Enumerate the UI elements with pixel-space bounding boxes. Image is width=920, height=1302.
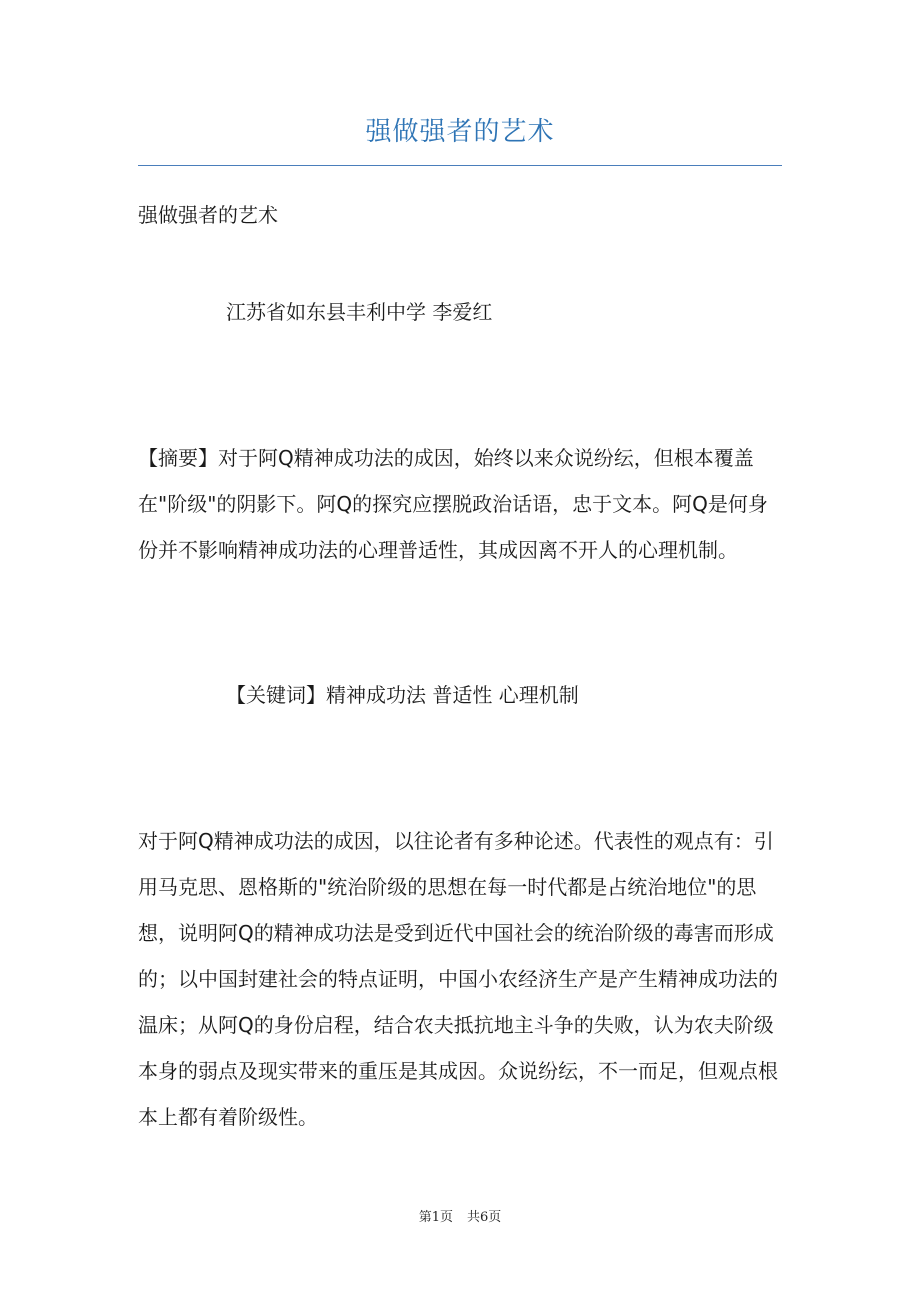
page-number-current: 第1页 (418, 1210, 453, 1225)
abstract-paragraph: 【摘要】对于阿Q精神成功法的成因，始终以来众说纷纭，但根本覆盖在"阶级"的阴影下。阿Q的探究应摆脱政治话语，忠于文本。阿Q是何身份并不影响精神成功法的心理普适性，其成因离不开人的心理机制。 (138, 446, 768, 562)
author-affiliation: 江苏省如东县丰利中学 李爱红 (226, 300, 493, 324)
page-title: 强做强者的艺术 (365, 117, 555, 147)
title-divider (138, 165, 782, 166)
body-paragraph: 对于阿Q精神成功法的成因，以往论者有多种论述。代表性的观点有：引用马克思、恩格斯的"统治阶级的思想在每一时代都是占统治地位"的思想，说明阿Q的精神成功法是受到近代中国社会的统治阶级的毒害而形成的；以中国封建社会的特点证明，中国小农经济生产是产生精神成功法的温床；从阿Q的身份启程，结合农夫抵抗地主斗争的失败，认为农夫阶级本身的弱点及现实带来的重压是其成因。众说纷纭，不一而足，但观点根本上都有着阶级性。 (138, 829, 778, 1129)
page-number-total: 共6页 (467, 1210, 502, 1225)
keywords-line: 【关键词】精神成功法 普适性 心理机制 (226, 683, 579, 707)
page-footer (0, 1206, 920, 1225)
document-heading: 强做强者的艺术 (138, 203, 278, 227)
